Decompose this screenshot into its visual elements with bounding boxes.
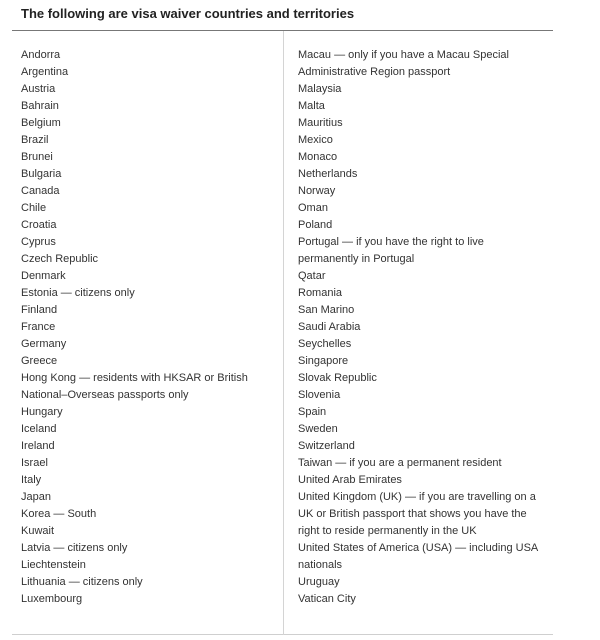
- country-list-item: Portugal — if you have the right to live: [298, 236, 484, 248]
- country-list-item: Macau — only if you have a Macau Special: [298, 49, 509, 61]
- country-list-item: Latvia — citizens only: [21, 542, 128, 554]
- country-list-item: right to reside permanently in the UK: [298, 525, 477, 537]
- country-list-item: Hong Kong — residents with HKSAR or British: [21, 372, 248, 384]
- country-list-item: Czech Republic: [21, 253, 99, 265]
- country-list-item: Croatia: [21, 219, 57, 231]
- country-list-item: Liechtenstein: [21, 559, 86, 571]
- country-list-item: permanently in Portugal: [298, 253, 415, 265]
- country-list-item: San Marino: [298, 304, 355, 316]
- country-list-item: Brunei: [21, 151, 53, 163]
- country-list-item: UK or British passport that shows you have the: [298, 508, 527, 520]
- country-list-item: Austria: [21, 83, 56, 95]
- country-list-item: Sweden: [298, 423, 338, 435]
- country-list-item: France: [21, 321, 56, 333]
- country-list-item: Romania: [298, 287, 343, 299]
- country-list-item: United Arab Emirates: [298, 474, 402, 486]
- country-list-item: Italy: [21, 474, 42, 486]
- country-list-item: Argentina: [21, 66, 69, 78]
- country-list-item: Vatican City: [298, 593, 356, 605]
- country-list-item: Poland: [298, 219, 333, 231]
- country-list-item: Saudi Arabia: [298, 321, 361, 333]
- country-list-item: Monaco: [298, 151, 338, 163]
- country-list-item: Mauritius: [298, 117, 343, 129]
- country-list-item: Slovak Republic: [298, 372, 377, 384]
- country-list-item: Malta: [298, 100, 325, 112]
- country-list-item: Qatar: [298, 270, 326, 282]
- country-list-item: Korea — South: [21, 508, 97, 520]
- country-list-item: Kuwait: [21, 525, 55, 537]
- country-list-item: nationals: [298, 559, 343, 571]
- country-list-item: Cyprus: [21, 236, 56, 248]
- country-list-item: Canada: [21, 185, 60, 197]
- country-list-item: Lithuania — citizens only: [21, 576, 143, 588]
- country-list-item: Norway: [298, 185, 336, 197]
- left-country-column: [21, 47, 276, 608]
- country-list-item: Hungary: [21, 406, 63, 418]
- country-list-item: Germany: [21, 338, 67, 350]
- visa-waiver-table: [12, 31, 553, 635]
- country-list-item: Spain: [298, 406, 327, 418]
- country-list-item: Administrative Region passport: [298, 66, 451, 78]
- column-divider: [283, 31, 284, 635]
- country-list-item: Andorra: [21, 49, 61, 61]
- right-country-column: [298, 47, 550, 608]
- country-list-item: Netherlands: [298, 168, 358, 180]
- country-list-item: National–Overseas passports only: [21, 389, 189, 401]
- country-list-item: Oman: [298, 202, 328, 214]
- country-list-item: Mexico: [298, 134, 333, 146]
- country-list-item: Greece: [21, 355, 58, 367]
- country-list-item: Seychelles: [298, 338, 352, 350]
- country-list-item: Iceland: [21, 423, 57, 435]
- country-list-item: Israel: [21, 457, 48, 469]
- country-list-item: Singapore: [298, 355, 349, 367]
- country-list-item: Uruguay: [298, 576, 340, 588]
- country-list-item: Malaysia: [298, 83, 342, 95]
- country-list-item: United Kingdom (UK) — if you are travelling on a: [298, 491, 536, 503]
- country-list-item: Belgium: [21, 117, 61, 129]
- country-list-item: Bulgaria: [21, 168, 62, 180]
- country-list-item: Ireland: [21, 440, 55, 452]
- country-list-item: Taiwan — if you are a permanent resident: [298, 457, 502, 469]
- country-list-item: Slovenia: [298, 389, 341, 401]
- country-list-item: Brazil: [21, 134, 49, 146]
- country-list-item: Luxembourg: [21, 593, 83, 605]
- country-list-item: Chile: [21, 202, 47, 214]
- country-list-item: United States of America (USA) — including USA: [298, 542, 539, 554]
- page-title: The following are visa waiver countries and territories: [21, 6, 355, 21]
- country-list-item: Japan: [21, 491, 51, 503]
- country-list-item: Switzerland: [298, 440, 355, 452]
- country-list-item: Estonia — citizens only: [21, 287, 135, 299]
- country-list-item: Bahrain: [21, 100, 59, 112]
- country-list-item: Denmark: [21, 270, 66, 282]
- country-list-item: Finland: [21, 304, 58, 316]
